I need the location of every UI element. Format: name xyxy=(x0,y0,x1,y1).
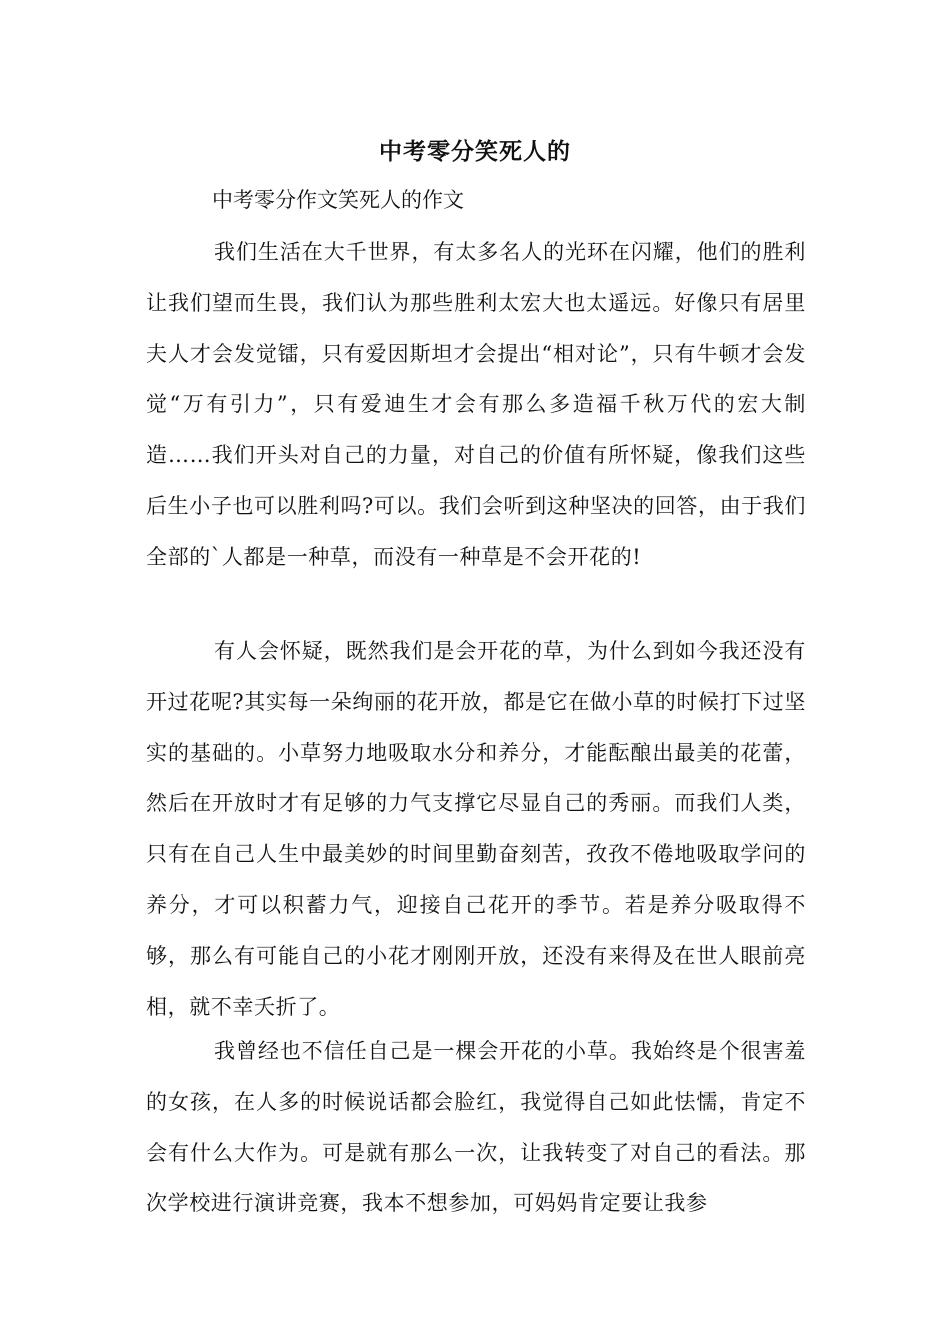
paragraph-3: 我曾经也不信任自己是一棵会开花的小草。我始终是个很害羞的女孩，在人多的时候说话都会脸红，我觉得自己如此怯懦，肯定不会有什么大作为。可是就有那么一次，让我转变了对自己的看法。那次学校进行演讲竞赛，我本不想参加，可妈妈肯定要让我参 xyxy=(146,1039,806,1216)
paragraph-2: 有人会怀疑，既然我们是会开花的草，为什么到如今我还没有开过花呢?其实每一朵绚丽的花开放，都是它在做小草的时候打下过坚实的基础的。小草努力地吸取水分和养分，才能酝酿出最美的花蕾，然后在开放时才有足够的力气支撑它尽显自己的秀丽。而我们人类，只有在自己人生中最美妙的时间里勤奋刻苦，孜孜不倦地吸取学问的养分，才可以积蓄力气，迎接自己花开的季节。若是养分吸取得不够，那么有可能自己的小花才刚刚开放，还没有来得及在世人眼前亮相，就不幸夭折了。 xyxy=(146,639,806,1019)
document-title: 中考零分笑死人的 xyxy=(379,138,571,165)
paragraph-1: 我们生活在大千世界，有太多名人的光环在闪耀，他们的胜利让我们望而生畏，我们认为那些胜利太宏大也太遥远。好像只有居里夫人才会发觉镭，只有爱因斯坦才会提出“相对论”，只有牛顿才会发觉“万有引力”，只有爱迪生才会有那么多造福千秋万代的宏大制造……我们开头对自己的力量，对自己的价值有所怀疑，像我们这些后生小子也可以胜利吗?可以。我们会听到这种坚决的回答，由于我们全部的`人都是一种草，而没有一种草是不会开花的! xyxy=(146,240,806,569)
document-subtitle: 中考零分作文笑死人的作文 xyxy=(212,188,464,212)
